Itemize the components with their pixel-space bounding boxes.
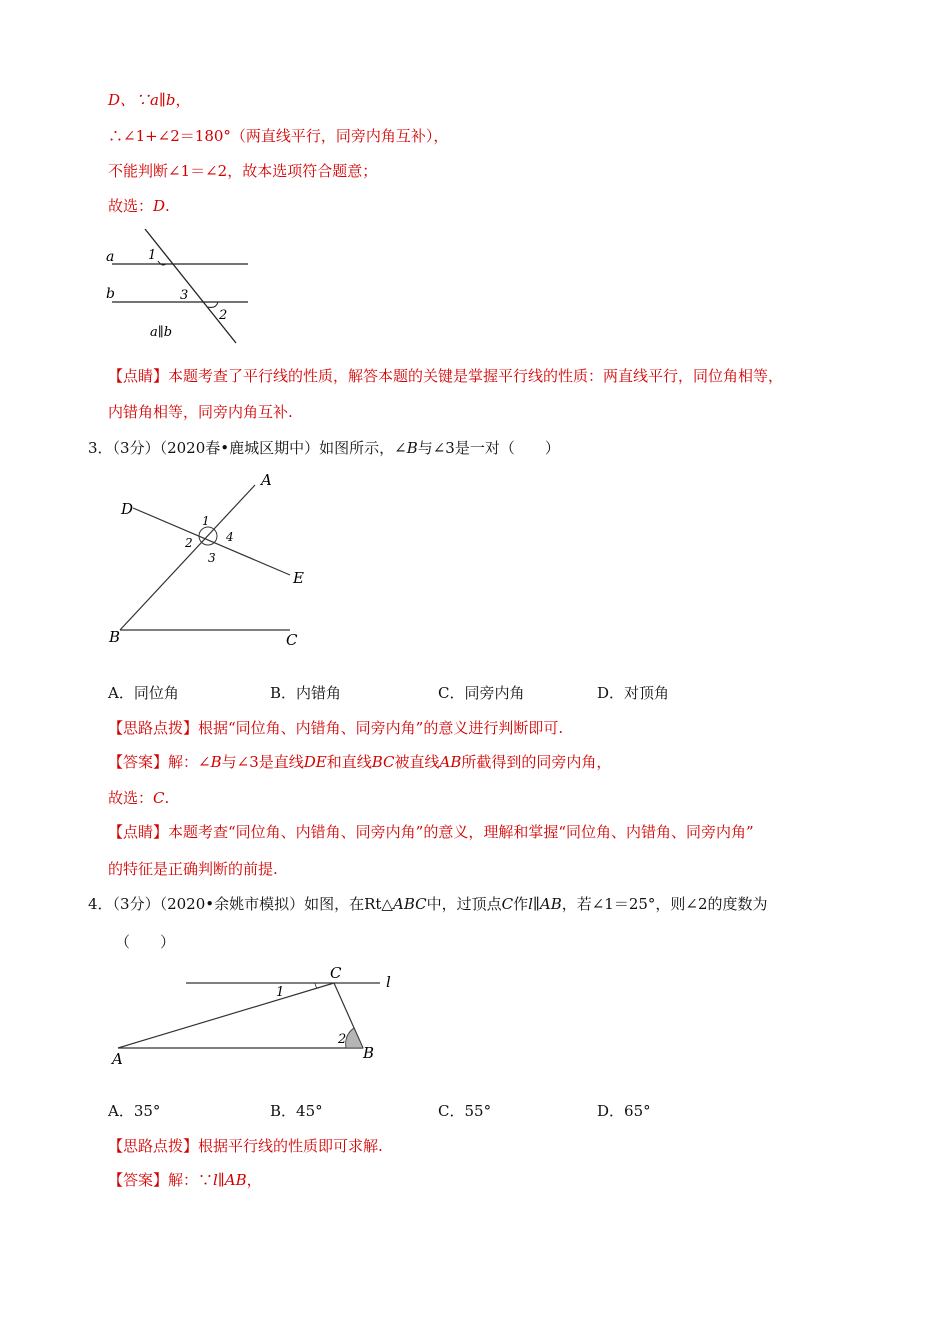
label-4: 4 [226,530,234,544]
prev-parallel-figure [100,225,260,350]
q3-select-line [108,788,169,808]
label-1: 1 [148,248,157,263]
prev-line-2: ∴∠1+∠2＝180°（两直线平行，同旁内角互补）， [108,127,449,145]
q4-answer-relation: l∥AB [213,1171,247,1189]
line-ab [120,485,255,630]
label-3: 3 [208,551,216,565]
label-b: b [106,286,115,302]
prev-comment-tag: 【点睛】 [108,367,169,385]
q3-answer-ab: AB [439,753,462,771]
angle-2-shade [346,1028,363,1048]
q3-answer-1: 解：∠ [168,753,211,771]
q3-comment-2: 的特征是正确判断的前提. [108,860,278,878]
q4-stem-abc: ABC [392,895,427,913]
label-a: A [112,1050,123,1068]
q3-option-d[interactable]: D．对顶角 [597,684,670,702]
q3-option-c[interactable]: C．同旁内角 [438,684,525,702]
q3-answer-tag: 【答案】 [108,753,169,771]
label-3: 3 [180,288,189,303]
q4-stem-3: 作 [513,895,529,913]
prev-select-line [108,196,170,216]
q3-hint-tag: 【思路点拨】 [108,719,199,737]
label-a: A [261,471,272,489]
q4-stem-l: l [528,895,533,913]
prev-line-3: 不能判断∠1＝∠2，故本选项符合题意； [108,162,378,180]
label-d: D [121,500,134,518]
q3-answer-3: 和直线 [326,753,372,771]
q3-answer-bc: BC [371,753,395,771]
q3-answer-2: 与∠3是直线 [221,753,304,771]
q3-option-b[interactable]: B．内错角 [270,684,342,702]
q3-answer [108,752,611,772]
q3-answer-5: 所截得到的同旁内角， [461,753,612,771]
q4-stem [88,894,768,914]
q4-option-c[interactable]: C．55° [438,1102,492,1120]
prev-select-value: D [153,197,166,215]
q3-stem-1: （3分）（2020春•鹿城区期中）如图所示，∠ [112,439,407,457]
q4-hint-tag: 【思路点拨】 [108,1137,199,1155]
label-1: 1 [202,514,210,528]
segment-ac [118,983,334,1048]
q3-hint-text: 根据“同位角、内错角、同旁内角”的意义进行判断即可. [198,719,564,737]
q4-answer-tag: 【答案】 [108,1171,169,1189]
q4-answer-1: 解：∵ [168,1171,214,1189]
q3-answer-de: DE [303,753,327,771]
q3-comment-1 [108,822,754,842]
q3-answer-4: 被直线 [394,753,440,771]
label-a: a [106,249,115,265]
prev-select-prefix: 故选： [108,197,154,215]
label-2: 2 [219,308,228,323]
q4-option-d[interactable]: D．65° [597,1102,651,1120]
label-b: B [109,628,121,646]
q4-figure [108,965,408,1070]
prev-comment-1 [108,366,783,386]
prev-comment-text-1: 本题考查了平行线的性质，解答本题的关键是掌握平行线的性质：两直线平行，同位角相等， [168,367,784,385]
q3-answer-b: B [210,753,222,771]
q4-stem-c: C [501,895,514,913]
q4-stem-2: 中，过顶点 [426,895,502,913]
q3-stem-b: B [406,439,418,457]
q4-stem-4: ∥ [532,895,540,913]
q3-select-tail: . [164,789,170,807]
q3-stem-2: 与∠3是一对（ ） [417,439,560,457]
q3-option-a[interactable]: A．同位角 [108,684,179,702]
q3-hint [108,718,563,738]
prev-select-tail: . [165,197,170,215]
q4-stem-5: ，若∠1＝25°，则∠2的度数为 [561,895,768,913]
label-c: C [286,631,298,649]
q4-stem-ab: AB [539,895,562,913]
q3-figure [105,470,320,655]
prev-d-tail: ， [175,91,191,109]
q3-select-value: C [153,789,165,807]
label-2: 2 [185,536,193,550]
q3-comment-text-1: 本题考查“同位角、内错角、同旁内角”的意义，理解和掌握“同位角、内错角、同旁内角” [168,823,754,841]
label-1: 1 [276,985,285,1000]
q4-option-b[interactable]: B．45° [270,1102,323,1120]
q4-stem-paren: （ ） [115,933,176,951]
label-c: C [330,964,342,982]
q4-stem-1: （3分）（2020•余姚市模拟）如图，在Rt△ [112,895,393,913]
caption: a∥b [150,325,173,340]
q4-hint [108,1136,383,1156]
prev-comment-2: 内错角相等，同旁内角互补. [108,403,293,421]
label-e: E [293,569,304,587]
prev-d-prefix: D、∵ [108,91,151,109]
q4-number: 4． [88,895,113,913]
q3-stem [88,438,560,458]
q3-number: 3． [88,439,113,457]
q4-option-a[interactable]: A．35° [108,1102,161,1120]
q3-comment-tag: 【点睛】 [108,823,169,841]
label-2: 2 [338,1032,347,1047]
label-b: B [363,1044,375,1062]
prev-d-line [108,90,191,110]
q4-answer-2: ， [246,1171,262,1189]
angle-2-arc [208,302,218,307]
q3-select-prefix: 故选： [108,789,154,807]
label-l: l [386,973,391,991]
q4-answer [108,1170,262,1190]
q4-hint-text: 根据平行线的性质即可求解. [198,1137,383,1155]
prev-d-relation: a∥b [150,91,176,109]
